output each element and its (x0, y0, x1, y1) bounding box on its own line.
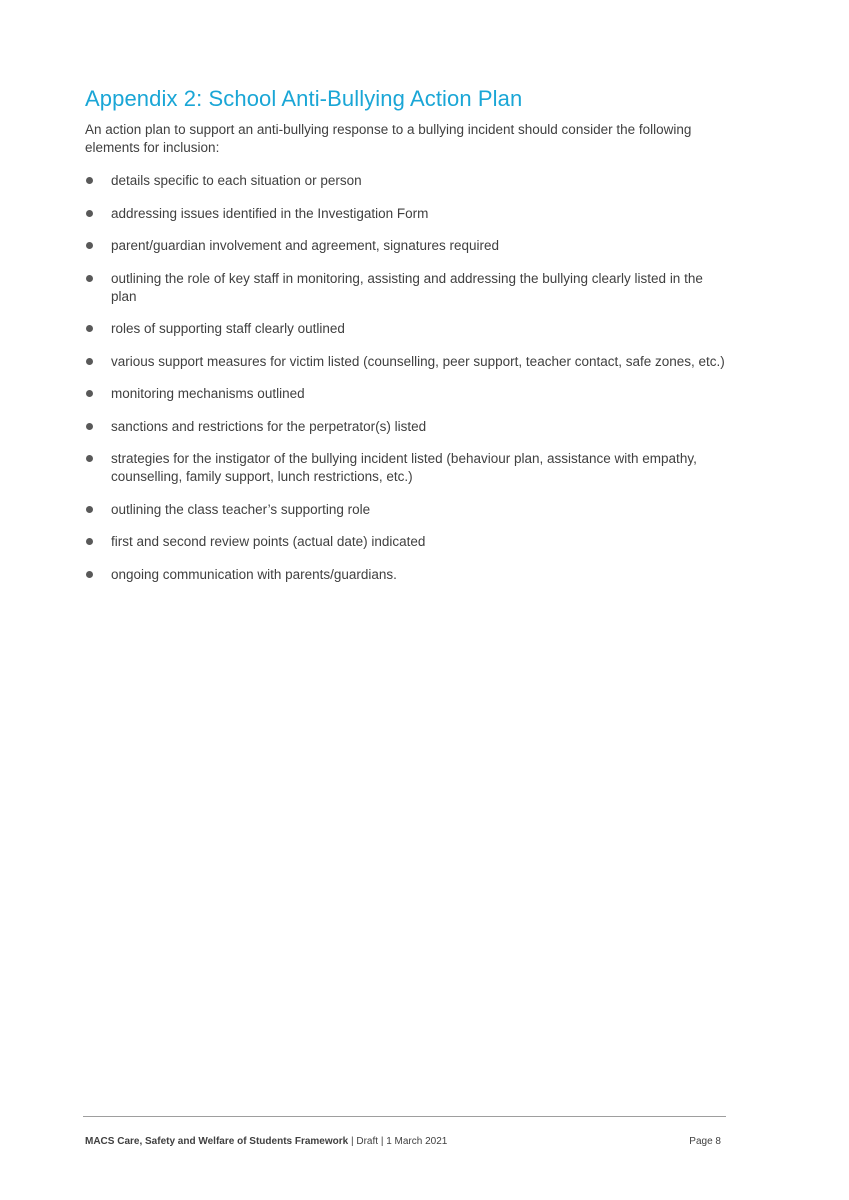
bullet-dot-icon (86, 177, 93, 184)
list-item-text: outlining the role of key staff in monitoring, assisting and addressing the bullying clearly listed in the plan (111, 270, 703, 304)
list-item (85, 501, 725, 519)
bullet-dot-icon (86, 358, 93, 365)
bullet-dot-icon (86, 242, 93, 249)
bullet-dot-icon (86, 325, 93, 332)
list-item-text: strategies for the instigator of the bullying incident listed (behaviour plan, assistance with empathy, counselling, family support, lunch restrictions, etc.) (111, 451, 697, 484)
list-item (85, 353, 725, 371)
bullet-dot-icon (86, 571, 93, 578)
footer-separator: | (378, 1136, 387, 1147)
list-item (85, 385, 725, 403)
footer-document-name: MACS Care, Safety and Welfare of Students Framework (85, 1136, 349, 1147)
list-item-text: sanctions and restrictions for the perpetrator(s) listed (111, 418, 427, 434)
bullet-dot-icon (86, 275, 93, 282)
footer-date: 1 March 2021 (386, 1136, 448, 1147)
list-item (85, 270, 725, 306)
list-item (85, 320, 725, 338)
action-plan-list (85, 172, 725, 598)
bullet-dot-icon (86, 423, 93, 430)
intro-paragraph: An action plan to support an anti-bullying response to a bullying incident should consider the following elements for inclusion: (85, 122, 692, 155)
bullet-dot-icon (86, 455, 93, 462)
list-item-text: ongoing communication with parents/guardians. (111, 566, 397, 582)
list-item (85, 450, 725, 486)
list-item (85, 205, 725, 223)
bullet-dot-icon (86, 390, 93, 397)
list-item (85, 172, 725, 190)
footer-status: Draft (356, 1136, 379, 1147)
list-item-text: outlining the class teacher’s supporting role (111, 501, 371, 517)
list-item-text: monitoring mechanisms outlined (111, 386, 305, 401)
list-item-text: details specific to each situation or person (111, 173, 362, 188)
footer-separator: | (348, 1136, 357, 1147)
list-item-text: addressing issues identified in the Investigation Form (111, 205, 429, 221)
list-item (85, 418, 725, 436)
page-footer (85, 1135, 721, 1149)
bullet-dot-icon (86, 210, 93, 217)
list-item-text: parent/guardian involvement and agreement, signatures required (111, 238, 499, 253)
bullet-dot-icon (86, 506, 93, 513)
footer-page-number: Page 8 (689, 1136, 721, 1147)
list-item-text: first and second review points (actual date) indicated (111, 534, 426, 549)
list-item (85, 237, 725, 255)
list-item (85, 533, 725, 551)
list-item-text: roles of supporting staff clearly outlined (111, 321, 345, 336)
bullet-dot-icon (86, 538, 93, 545)
page-title: Appendix 2: School Anti-Bullying Action Plan (85, 86, 523, 111)
footer-divider (83, 1116, 726, 1117)
list-item-text: various support measures for victim listed (counselling, peer support, teacher contact, safe zones, etc.) (111, 353, 725, 369)
list-item (85, 566, 725, 584)
